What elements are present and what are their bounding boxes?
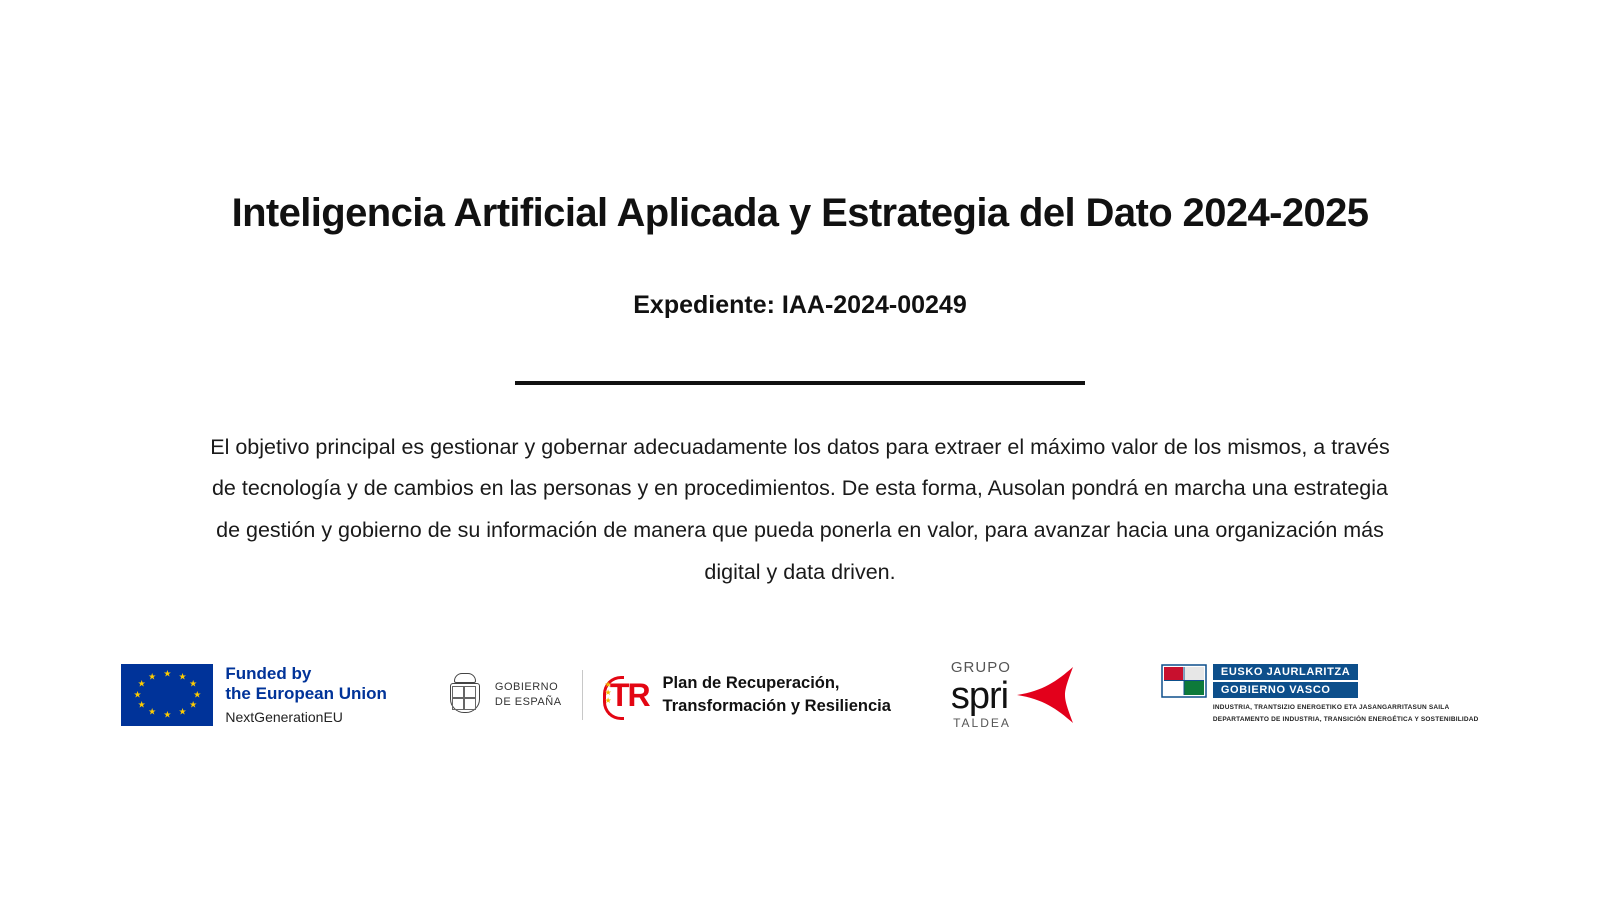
prtr-text — [663, 672, 891, 717]
prtr-mark-icon: ★ ★ ★ TR — [603, 672, 649, 718]
eu-line-1: Funded by — [225, 663, 312, 683]
objective-paragraph: El objetivo principal es gestionar y gobernar adecuadamente los datos para extraer el máximo valor de los mismos, a través de tecnología y de cambios en las personas y en procedimientos. De esta forma, Ausolan pondrá en marcha una estrategia de gestión y gobierno de su información de manera que pueda ponerla en valor, para avanzar hacia una organización más digital y data driven. — [210, 434, 1390, 585]
eu-line-2: the European Union — [225, 683, 387, 703]
basque-logo-top — [1161, 664, 1358, 698]
basque-department-eu: INDUSTRIA, TRANTSIZIO ENERGETIKO ETA JASANGARRITASUN SAILA — [1212, 704, 1450, 712]
page-title: Inteligencia Artificial Aplicada y Estrategia del Dato 2024-2025 — [231, 191, 1369, 235]
eu-flag-icon: ★ ★ ★ ★ ★ ★ ★ ★ ★ ★ ★ ★ — [121, 664, 213, 726]
spain-government-prtr-logo — [447, 670, 891, 720]
basque-bar-2: GOBIERNO VASCO — [1213, 682, 1358, 698]
spain-line-2: DE ESPAÑA — [494, 695, 562, 708]
eu-funding-logo — [121, 664, 387, 726]
funding-logos-row — [0, 660, 1600, 729]
basque-bar-1: EUSKO JAURLARITZA — [1213, 664, 1358, 680]
logo-separator — [582, 670, 583, 720]
basque-department-es: DEPARTAMENTO DE INDUSTRIA, TRANSICIÓN ENERGÉTICA Y SOSTENIBILIDAD — [1212, 716, 1479, 723]
prtr-mark-letters: TR — [609, 676, 649, 713]
spri-taldea-label: TALDEA — [953, 716, 1011, 730]
spri-grupo-label: GRUPO — [950, 659, 1011, 676]
spri-wordmark — [951, 660, 1011, 729]
basque-name-bars — [1213, 664, 1358, 698]
basque-government-logo — [1161, 664, 1479, 725]
prtr-line-2: Transformación y Resiliencia — [662, 696, 891, 715]
spri-arrow-icon — [1017, 665, 1101, 725]
spri-brand-label: spri — [950, 675, 1009, 717]
eu-line-3: NextGenerationEU — [225, 709, 343, 726]
basque-coat-of-arms-icon — [1161, 664, 1207, 698]
horizontal-divider — [515, 381, 1085, 385]
spain-coat-of-arms-icon — [447, 673, 481, 717]
spain-line-1: GOBIERNO — [494, 681, 559, 694]
eu-logo-text — [225, 664, 387, 725]
spri-logo — [951, 660, 1101, 729]
spain-government-text — [495, 680, 562, 709]
expediente-subtitle: Expediente: IAA-2024-00249 — [633, 290, 967, 319]
prtr-line-1: Plan de Recuperación, — [662, 674, 840, 693]
